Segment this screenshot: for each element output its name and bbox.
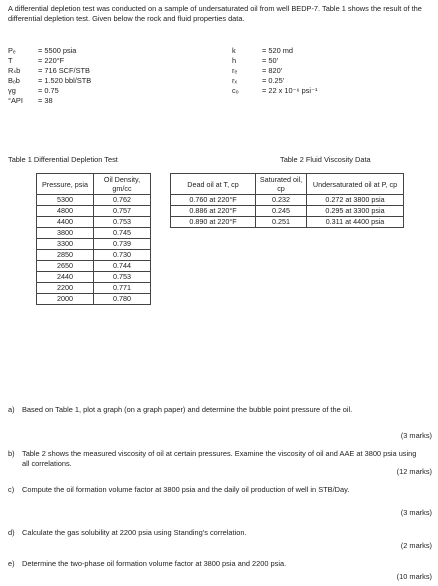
table-cell: 2200 (37, 283, 94, 294)
table-cell: 0.890 at 220°F (171, 217, 256, 228)
property-value: = 38 (38, 96, 53, 105)
question-number: e) (8, 559, 15, 568)
question-number: a) (8, 405, 15, 414)
table-cell: 0.886 at 220°F (171, 206, 256, 217)
table-row (37, 239, 151, 250)
column-header: Pressure, psia (37, 174, 94, 195)
property-symbol: γg (8, 86, 16, 95)
properties-left (8, 46, 91, 106)
property-row (8, 56, 91, 66)
table-cell: 3300 (37, 239, 94, 250)
property-symbol: rₓ (232, 76, 237, 85)
column-header: Undersaturated oil at P, cp (307, 174, 404, 195)
table-cell: 2000 (37, 294, 94, 305)
property-value: = 820' (262, 66, 283, 75)
property-value: = 520 md (262, 46, 294, 55)
table-cell: 0.730 (94, 250, 151, 261)
property-value: = 716 SCF/STB (38, 66, 90, 75)
table-row (37, 206, 151, 217)
table-cell: 0.771 (94, 283, 151, 294)
table-cell: 0.745 (94, 228, 151, 239)
property-symbol: T (8, 56, 13, 65)
property-row (8, 86, 91, 96)
property-symbol: rₑ (232, 66, 238, 75)
table-cell: 2850 (37, 250, 94, 261)
table-cell: 2650 (37, 261, 94, 272)
property-row (232, 76, 317, 86)
table-row (37, 217, 151, 228)
property-value: = 50' (262, 56, 279, 65)
table-header-row (171, 174, 404, 195)
table-cell: 3800 (37, 228, 94, 239)
question-text: Determine the two-phase oil formation volume factor at 3800 psia and 2200 psia. (22, 559, 287, 568)
question-marks: (3 marks) (400, 431, 432, 440)
table-row (37, 294, 151, 305)
table-cell: 0.311 at 4400 psia (307, 217, 404, 228)
table-row (171, 195, 404, 206)
property-value: = 0.75 (38, 86, 59, 95)
table-row (37, 261, 151, 272)
properties-right (232, 46, 317, 96)
property-row (8, 96, 91, 106)
table-cell: 4800 (37, 206, 94, 217)
table-cell: 0.295 at 3300 psia (307, 206, 404, 217)
table-cell: 0.272 at 3800 psia (307, 195, 404, 206)
property-row (232, 46, 317, 56)
property-row (8, 76, 91, 86)
question-text: Compute the oil formation volume factor at 3800 psia and the daily oil production of well in STB/Day. (22, 485, 350, 494)
property-symbol: h (232, 56, 237, 65)
table-row (171, 217, 404, 228)
table-row (37, 250, 151, 261)
question-number: d) (8, 528, 15, 537)
question-text: Based on Table 1, plot a graph (on a graph paper) and determine the bubble point pressure of the oil. (22, 405, 353, 414)
table-cell: 4400 (37, 217, 94, 228)
table-cell: 5300 (37, 195, 94, 206)
table-cell: 0.762 (94, 195, 151, 206)
table-row (37, 228, 151, 239)
property-symbol: Pₑ (8, 46, 16, 55)
table2-caption: Table 2 Fluid Viscosity Data (280, 155, 371, 164)
question-marks: (3 marks) (400, 508, 432, 517)
question-text: Calculate the gas solubility at 2200 psia using Standing's correlation. (22, 528, 247, 537)
column-header: Oil Density, gm/cc (94, 174, 151, 195)
property-value: = 22 x 10⁻⁶ psi⁻¹ (262, 86, 318, 95)
differential-depletion-table (36, 173, 151, 305)
question-number: b) (8, 449, 15, 458)
table-cell: 0.744 (94, 261, 151, 272)
table-cell: 0.753 (94, 217, 151, 228)
table1-caption: Table 1 Differential Depletion Test (8, 155, 118, 164)
property-symbol: cₒ (232, 86, 239, 95)
question-marks: (10 marks) (396, 572, 432, 581)
table-cell: 0.757 (94, 206, 151, 217)
property-row (232, 66, 317, 76)
property-row (8, 46, 91, 56)
table-cell: 0.245 (256, 206, 307, 217)
column-header: Dead oil at T, cp (171, 174, 256, 195)
table-cell: 0.739 (94, 239, 151, 250)
table-cell: 0.251 (256, 217, 307, 228)
table-cell: 2440 (37, 272, 94, 283)
property-symbol: k (232, 46, 236, 55)
property-symbol: Bₒb (8, 76, 20, 85)
table-cell: 0.760 at 220°F (171, 195, 256, 206)
property-value: = 220°F (38, 56, 65, 65)
table-cell: 0.753 (94, 272, 151, 283)
property-symbol: °API (8, 96, 23, 105)
table-row (37, 283, 151, 294)
table-cell: 0.232 (256, 195, 307, 206)
property-value: = 5500 psia (38, 46, 77, 55)
table-row (37, 272, 151, 283)
fluid-viscosity-table (170, 173, 404, 228)
table-row (37, 195, 151, 206)
intro-paragraph: A differential depletion test was conducted on a sample of undersaturated oil from well BEDP-7. Table 1 shows the result of the differential depletion test. Given below the rock and fluid properties data. (8, 4, 422, 23)
question-marks: (2 marks) (400, 541, 432, 550)
column-header: Saturated oil, cp (256, 174, 307, 195)
property-row (232, 56, 317, 66)
property-value: = 1.520 bbl/STB (38, 76, 92, 85)
table-row (171, 206, 404, 217)
question-number: c) (8, 485, 15, 494)
question-text: Table 2 shows the measured viscosity of oil at certain pressures. Examine the viscosity of oil and AAE at 3800 psia using all correlations. (22, 449, 417, 468)
table-cell: 0.780 (94, 294, 151, 305)
property-row (8, 66, 91, 76)
property-value: = 0.25' (262, 76, 285, 85)
property-symbol: Rₛb (8, 66, 21, 75)
question-marks: (12 marks) (396, 467, 432, 476)
property-row (232, 86, 317, 96)
table-header-row (37, 174, 151, 195)
